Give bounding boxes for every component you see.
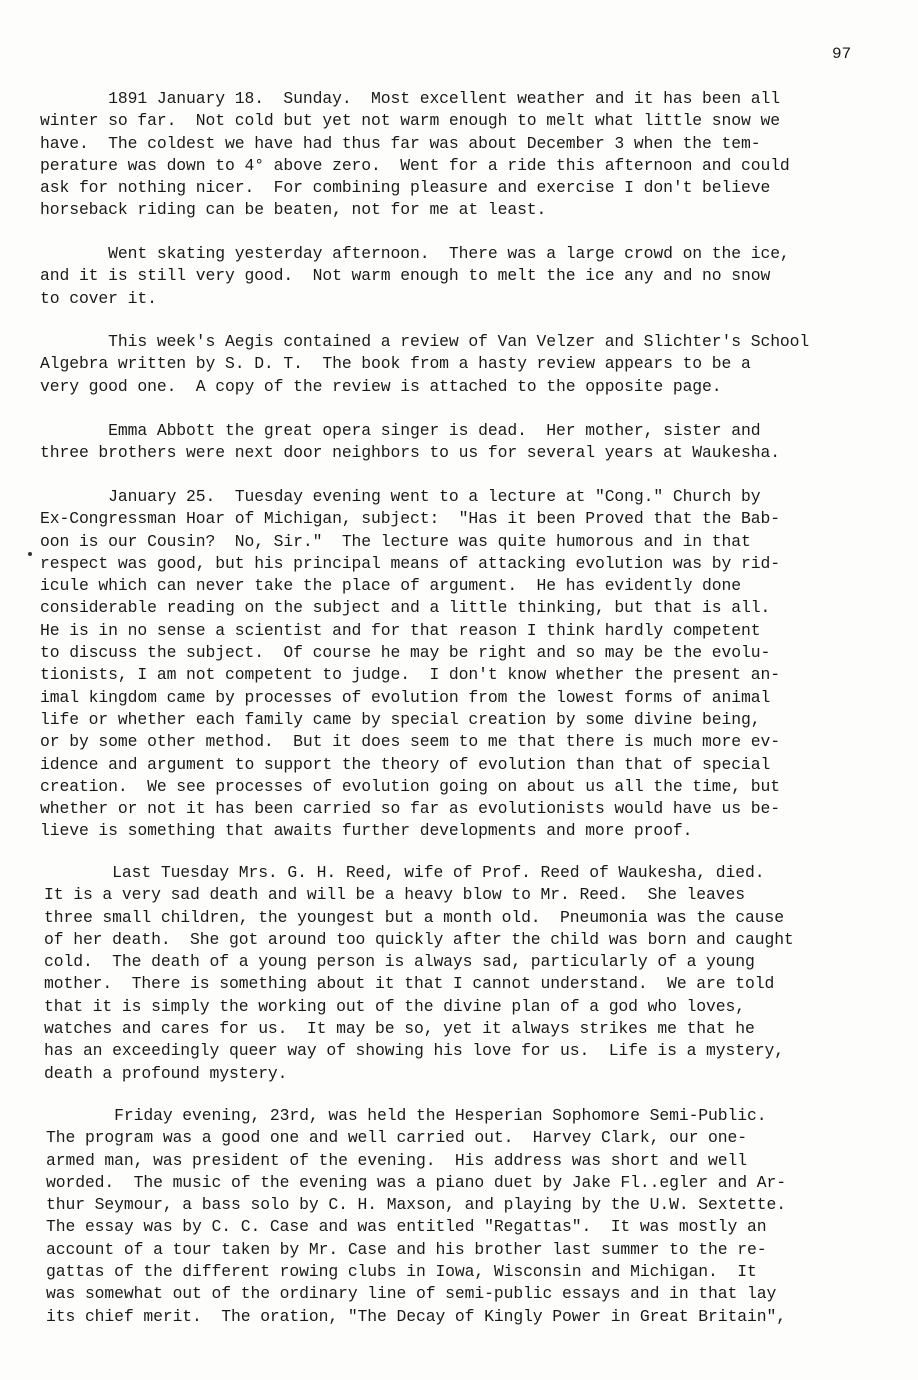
- text-line: Emma Abbott the great opera singer is dead. Her mother, sister and: [40, 421, 761, 440]
- text-line: lieve is something that awaits further developments and more proof.: [40, 821, 693, 841]
- text-line: ask for nothing nicer. For combining pleasure and exercise I don't believe: [40, 178, 771, 198]
- text-line: mother. There is something about it that I cannot understand. We are told: [44, 974, 775, 994]
- text-line: 1891 January 18. Sunday. Most excellent weather and it has been all: [40, 89, 780, 108]
- text-line: This week's Aegis contained a review of Van Velzer and Slichter's School: [40, 332, 810, 351]
- text-line: watches and cares for us. It may be so, yet it always strikes me that he: [44, 1019, 755, 1039]
- text-line: its chief merit. The oration, "The Decay of Kingly Power in Great Britain",: [46, 1306, 786, 1326]
- paragraph-mrs-reed: [44, 862, 794, 1085]
- text-line: of her death. She got around too quickly after the child was born and caught: [44, 929, 794, 949]
- text-line: armed man, was president of the evening. His address was short and well: [46, 1150, 747, 1170]
- text-line: gattas of the different rowing clubs in Iowa, Wisconsin and Michigan. It: [46, 1262, 757, 1282]
- text-line: perature was down to 4° above zero. Went for a ride this afternoon and could: [40, 155, 790, 175]
- text-line: have. The coldest we have had thus far was about December 3 when the tem-: [40, 133, 761, 153]
- text-line: to discuss the subject. Of course he may be right and so may be the evolu-: [40, 643, 771, 663]
- paragraph-skating: [40, 243, 790, 310]
- text-line: January 25. Tuesday evening went to a lecture at "Cong." Church by: [40, 487, 761, 506]
- paragraph-lecture: [40, 486, 780, 843]
- text-line: Friday evening, 23rd, was held the Hesperian Sophomore Semi-Public.: [46, 1106, 767, 1125]
- text-line: to cover it.: [40, 288, 157, 308]
- text-line: Last Tuesday Mrs. G. H. Reed, wife of Prof. Reed of Waukesha, died.: [44, 863, 765, 882]
- text-line: winter so far. Not cold but yet not warm enough to melt what little snow we: [40, 111, 780, 131]
- text-line: Ex-Congressman Hoar of Michigan, subject: "Has it been Proved that the Bab-: [40, 509, 780, 529]
- text-line: life or whether each family came by special creation by some divine being,: [40, 709, 761, 729]
- text-line: three small children, the youngest but a month old. Pneumonia was the cause: [44, 907, 784, 927]
- text-line: icule which can never take the place of argument. He has evidently done: [40, 576, 741, 596]
- paragraph-emma-abbott: [40, 420, 780, 465]
- text-line: imal kingdom came by processes of evolution from the lowest forms of animal: [40, 687, 771, 707]
- text-line: respect was good, but his principal means of attacking evolution was by rid-: [40, 553, 780, 573]
- text-line: tionists, I am not competent to judge. I don't know whether the present an-: [40, 665, 780, 685]
- text-line: horseback riding can be beaten, not for me at least.: [40, 200, 547, 220]
- text-line: creation. We see processes of evolution going on about us all the time, but: [40, 776, 780, 796]
- text-line: that it is simply the working out of the divine plan of a god who loves,: [44, 996, 745, 1016]
- text-line: It is a very sad death and will be a heavy blow to Mr. Reed. She leaves: [44, 885, 745, 905]
- text-line: The program was a good one and well carried out. Harvey Clark, our one-: [46, 1128, 747, 1148]
- paragraph-aegis-review: [40, 331, 809, 398]
- paragraph-hesperian: [46, 1105, 786, 1328]
- text-line: Went skating yesterday afternoon. There was a large crowd on the ice,: [40, 244, 790, 263]
- text-line: considerable reading on the subject and a little thinking, but that is all.: [40, 598, 771, 618]
- text-line: worded. The music of the evening was a piano duet by Jake Fl..egler and Ar-: [46, 1172, 786, 1192]
- page-number: 97: [832, 45, 852, 63]
- text-line: account of a tour taken by Mr. Case and his brother last summer to the re-: [46, 1239, 767, 1259]
- text-line: He is in no sense a scientist and for that reason I think hardly competent: [40, 620, 761, 640]
- text-line: Algebra written by S. D. T. The book from a hasty review appears to be a: [40, 354, 751, 374]
- margin-mark: [28, 552, 32, 556]
- text-line: whether or not it has been carried so far as evolutionists would have us be-: [40, 799, 780, 819]
- text-line: death a profound mystery.: [44, 1063, 288, 1083]
- text-line: very good one. A copy of the review is attached to the opposite page.: [40, 376, 722, 396]
- text-line: cold. The death of a young person is always sad, particularly of a young: [44, 952, 755, 972]
- text-line: was somewhat out of the ordinary line of semi-public essays and in that lay: [46, 1284, 777, 1304]
- text-line: thur Seymour, a bass solo by C. H. Maxson, and playing by the U.W. Sextette.: [46, 1195, 786, 1215]
- text-line: and it is still very good. Not warm enough to melt the ice any and no snow: [40, 266, 771, 286]
- text-line: idence and argument to support the theory of evolution than that of special: [40, 754, 771, 774]
- text-line: The essay was by C. C. Case and was entitled "Regattas". It was mostly an: [46, 1217, 767, 1237]
- text-line: has an exceedingly queer way of showing his love for us. Life is a mystery,: [44, 1041, 784, 1061]
- text-line: oon is our Cousin? No, Sir." The lecture was quite humorous and in that: [40, 531, 751, 551]
- paragraph-weather: [40, 88, 790, 222]
- text-line: or by some other method. But it does seem to me that there is much more ev-: [40, 732, 780, 752]
- text-line: three brothers were next door neighbors to us for several years at Waukesha.: [40, 443, 780, 463]
